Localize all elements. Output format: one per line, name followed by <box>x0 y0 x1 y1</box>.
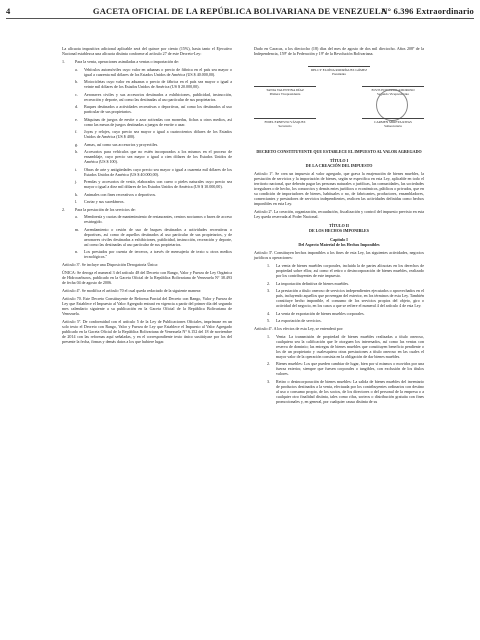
article-4-paragraph: Artículo 4º. Se modifica el artículo 70 el cual queda redactado de la siguiente manera: <box>62 287 202 293</box>
signature-secretary: FIDEL ERNESTO VÁSQUEZ Secretario <box>254 113 316 128</box>
list-item-text: Membresía y cuotas de mantenimiento de restaurantes, centros nocturnos o bares de acceso restringido. <box>84 214 232 224</box>
list-item-text: Vehículos automóviles cuyo valor en aduanas o precio de fábrica en el país sea mayor o igual a cuarenta mil dólares de los Estados Unidos de América (US $ 40.000,00). <box>84 66 232 77</box>
list-item-marker: 1. <box>267 263 271 268</box>
list-item-text: Los prestados por cuenta de terceros, a través de mensajería de texto u otros medios tecnológicos." <box>84 249 232 259</box>
article-3-paragraph: Artículo 3º. Se incluye una Disposición Derogatoria Única: <box>62 261 159 267</box>
signature-vp2: ELVIS EDUARDO AMOROSO Segundo Vicepresidente <box>362 81 424 96</box>
signature-subsecretary: CARMEN MIREYA RIVAS Subsecretaria <box>362 113 424 128</box>
list-item-marker: f. <box>75 129 78 134</box>
list-item-marker: h. <box>75 149 79 154</box>
signature-line <box>362 113 424 119</box>
list-item <box>75 92 232 102</box>
list-item: 2. Para la prestación de los servicios de: <box>62 206 136 212</box>
list-item-text: Caviar y sus sucedáneos. <box>84 199 125 204</box>
list-item-marker: n. <box>75 249 79 254</box>
article-1-paragraph: Artículo 1º. Se crea un impuesto al valor agregado, que grava la enajenación de bienes muebles, la prestación de servicios y la importación de bienes, según se especifica en esta Ley, aplicable en todo el territorio nacional, que deberán pagar las personas naturales o jurídicas, las comunidades, las sociedades irregulares o de hecho, los consorcios y demás entes jurídicos o económicos, públicos o privados, que en su condición de importadores de bienes, habituales o no, de fabricantes, productores, ensambladores, comerciantes y prestadores de servicios independientes, realicen las actividades definidas como hechos imponibles en esta Ley. <box>254 171 424 206</box>
dado-paragraph: Dado en Caracas, a los dieciocho (18) días del mes de agosto de dos mil dieciocho. Años 208º de la Independencia, 159º de la Federación y 19º de la Revolución Bolivariana. <box>254 46 424 56</box>
article-3-right-paragraph: Artículo 3º. Constituyen hechos imponibles a los fines de esta Ley, las siguientes actividades, negocios jurídicos u operaciones: <box>254 250 424 260</box>
list-item-marker: a. <box>75 214 78 219</box>
list-item-marker: 2. <box>267 280 271 286</box>
list-item <box>75 67 232 77</box>
list-item <box>75 227 232 247</box>
list-item-text: La venta de bienes muebles corporales, incluida la de partes alícuotas en los derechos de propiedad sobre ellos; así como el retiro o desincorporación de bienes muebles, realizado por los contribuyentes de este impuesto. <box>276 263 424 278</box>
header-rule <box>6 18 474 19</box>
list-item <box>75 192 232 197</box>
list-item-text: Animales con fines recreativos o deportivos. <box>84 191 157 197</box>
list-item-marker: 1. <box>267 333 271 339</box>
signature-line <box>362 81 424 87</box>
right-column <box>254 46 424 406</box>
list-item-text: Arrendamiento o cesión de uso de buques destinados a actividades recreativas o deportivas, así como de aquellos destinados al uso particular de sus propietarios, y de aeronaves civiles destinadas a exhibiciones, publicidad, instrucción, recreación y deporte, así como las destinadas al uso particular de sus propietarios. <box>84 226 232 247</box>
list-item-marker: 3. <box>267 288 271 293</box>
gazette-title: GACETA OFICIAL DE LA REPÚBLICA BOLIVARIANA DE VENEZUELA <box>92 6 388 16</box>
item2-sublist <box>62 214 232 259</box>
list-item <box>267 281 424 286</box>
article-70-paragraph: Artículo 70. Este Decreto Constituyente de Reforma Parcial del Decreto con Rango, Valor y Fuerza de Ley que Establece el Impuesto al Valor Agregado entrará en vigencia a partir del primer día del segundo mes calendario siguiente a su publicación en la Gaceta Oficial de la República Bolivariana de Venezuela. <box>62 295 232 316</box>
list-item-text: Aeronaves civiles y sus accesorios destinados a exhibiciones, publicidad, instrucción, recreación y deporte, así como las destinadas al uso particular de sus propietarios. <box>84 91 232 102</box>
list-item <box>75 79 232 89</box>
list-item-marker: 4. <box>267 310 271 316</box>
list-item-marker: e. <box>75 116 78 122</box>
issue-number: N° 6.396 Extraordinario <box>381 6 474 16</box>
list-item-marker: i. <box>75 166 78 172</box>
list-item-marker: c. <box>75 91 78 97</box>
list-item-marker: 2. <box>267 361 271 366</box>
list-item-marker: l. <box>75 199 78 204</box>
list-item <box>75 142 232 147</box>
signature-line <box>254 113 316 119</box>
list-item-text: Buques destinados a actividades recreativas o deportivas, así como los destinados al uso particular de sus propietarios. <box>84 104 232 114</box>
page-header <box>6 4 474 18</box>
item1-sublist <box>62 67 232 205</box>
intro-paragraph: La alícuota impositiva adicional aplicable será del quince por ciento (15%), hasta tanto el Ejecutivo Nacional establezca una alícuota distinta conforme al artículo 27 de este Decreto-Ley: <box>62 46 232 56</box>
list-item-text: La exportación de servicios. <box>276 318 322 323</box>
list-item-text: Prendas y accesorios de vestir, elaborados con cuero o pieles naturales cuyo precio sea mayor o igual a diez mil dólares de los Estados Unidos de América (US $ 10.000,00). <box>84 179 232 189</box>
titulo-2: TÍTULO II <box>329 223 349 228</box>
article-4-right-paragraph: Artículo 4º. A los efectos de esta Ley, se entenderá por: <box>254 325 344 331</box>
titulo-1: TÍTULO I <box>329 158 349 163</box>
list-item <box>267 334 424 359</box>
list-item-text: La importación definitiva de bienes muebles. <box>276 280 350 286</box>
list-item <box>267 263 424 278</box>
list-item <box>267 379 424 404</box>
list-item-text: Motocicletas cuyo valor en aduanas o precio de fábrica en el país sea mayor o igual a veinte mil dólares de los Estados Unidos de América (US $ 20.000,00). <box>84 79 232 89</box>
left-column <box>62 46 232 347</box>
list-item <box>75 104 232 114</box>
signature-president: DELCY ELOÍNA RODRÍGUEZ GÓMEZ Presidenta <box>308 61 370 76</box>
list-item <box>267 318 424 323</box>
unica-paragraph: ÚNICA: Se deroga el numeral 3 del artículo 48 del Decreto con Rango, Valor y Fuerza de Ley Orgánica de Hidrocarburos, publicado en la Gaceta Oficial de la República Bolivariana de Venezuela N° 38.493 de fecha 04 de agosto de 2006. <box>62 269 232 285</box>
list-item <box>267 288 424 308</box>
list-item <box>75 117 232 127</box>
list-item <box>75 129 232 139</box>
list-item-text: Joyas y relojes, cuyo precio sea mayor o igual a cuatrocientos dólares de los Estados Unidos de América (US $ 400). <box>84 129 232 139</box>
list-item-marker: a. <box>75 66 78 72</box>
list-item <box>267 311 424 316</box>
list-item-text: Venta: La transmisión de propiedad de bienes muebles realizadas a título oneroso, cualquiera sea la calificación que le otorguen los interesados, así como las ventas con reserva de dominio; las entregas de bienes muebles que constituyen beneficio pendiente o los de un propietario y cualesquiera otras prestaciones a título oneroso en las cuales el mayor valor de la operación consista en la obligación de dar bienes muebles. <box>276 333 424 359</box>
list-item-text: Bienes muebles: Los que pueden cambiar de lugar, bien por sí mismos o movidos por una fuerza exterior, siempre que fuesen corporales o tangibles, con exclusión de los títulos valores. <box>276 361 424 376</box>
list-item: 1. Para la venta, operaciones asimiladas a ventas o importación de: <box>62 59 180 64</box>
capitulo-1: Capítulo I <box>330 237 348 242</box>
article-2-paragraph: Artículo 2º. La creación, organización, recaudación, fiscalización y control del impuesto previsto en esta Ley queda reservada al Poder Nacional. <box>254 209 424 219</box>
titulo-2-name: DE LOS HECHOS IMPONIBLES <box>309 228 369 233</box>
list-item-text: Armas, así como sus accesorios y proyectiles. <box>84 141 159 147</box>
list-item <box>75 249 232 259</box>
list-item-text: Retiro o desincorporación de bienes muebles: La salida de bienes muebles del inventario de productos destinados a la venta, efectuada por los contribuyentes ordinarios con destino al uso o consumo propio, de los socios, de los directores o del personal de la empresa o a cualquier otro finalidad distinta, tales como rifas, sorteos o distribución gratuita con fines promocionales y, en general, por cualquier causa distinta de su <box>276 378 424 404</box>
article-4-list <box>254 334 424 404</box>
list-item <box>75 214 232 224</box>
list-item-text: La venta de exportación de bienes muebles corporales. <box>276 310 365 316</box>
list-item-text: Máquinas de juegos de envite o azar activadas con monedas, fichas u otros medios, así como las mesas de juegos destinadas a juegos de envite o azar. <box>84 116 232 127</box>
list-item <box>75 179 232 189</box>
list-item-marker: d. <box>75 104 79 109</box>
page-number: 4 <box>6 6 11 16</box>
article-5-paragraph: Artículo 5º. De conformidad con el artículo 5 de la Ley de Publicaciones Oficiales, imprímase en un solo texto el Decreto con Rango, Valor y Fuerza de Ley que Establece el Impuesto al Valor Agregado publicado en la Gaceta Oficial de la República Bolivariana de Venezuela N° 6.152 del 18 de noviembre de 2014 con las reformas aquí señaladas, y en el correspondiente texto único sustitúyase por los del presente la fecha, firmas y demás datos a los que hubiere lugar. <box>62 318 232 344</box>
list-item-marker: m. <box>75 226 80 232</box>
list-item <box>75 199 232 204</box>
signature-line <box>308 61 370 67</box>
capitulo-1-name: Del Aspecto Material de los Hechos Imponibles <box>298 242 380 247</box>
signature-block <box>254 59 424 145</box>
signature-line <box>254 81 316 87</box>
list-item-marker: j. <box>75 179 78 184</box>
list-item <box>75 167 232 177</box>
signature-vp1: TANIA VALENTINA DÍAZ Primera Vicepresidenta <box>254 81 316 96</box>
list-item-marker: 5. <box>267 318 271 323</box>
list-item-text: Accesorios para vehículos que no estén incorporados a los mismos en el proceso de ensamblaje, cuyo precio sea mayor o igual a cien dólares de los Estados Unidos de América (US $ 100). <box>84 149 232 164</box>
list-item-marker: g. <box>75 141 79 147</box>
article-3-list <box>254 263 424 323</box>
list-item-marker: 3. <box>267 378 271 384</box>
list-item-marker: k. <box>75 191 79 197</box>
list-item-text: Obras de arte y antigüedades cuyo precio sea mayor o igual a cuarenta mil dólares de los Estados Unidos de América (US $ 40.000,00). <box>84 166 232 177</box>
list-item <box>75 149 232 164</box>
titulo-1-name: DE LA CREACIÓN DEL IMPUESTO <box>305 163 373 168</box>
decree-title: DECRETO CONSTITUYENTE QUE ESTABLECE EL IMPUESTO AL VALOR AGREGADO <box>256 149 422 154</box>
list-item-marker: b. <box>75 79 79 84</box>
list-item <box>267 361 424 376</box>
list-item-text: La prestación a título oneroso de servicios independientes ejecutados o aprovechados en el país, incluyendo aquellos que provengan del exterior, en los términos de esta Ley. También constituye hecho imponible, el consumo de los servicios propios del objeto, giro o actividad del negocio, en los casos a que se refiere el numeral 4 del artículo 4 de esta Ley. <box>276 288 424 308</box>
